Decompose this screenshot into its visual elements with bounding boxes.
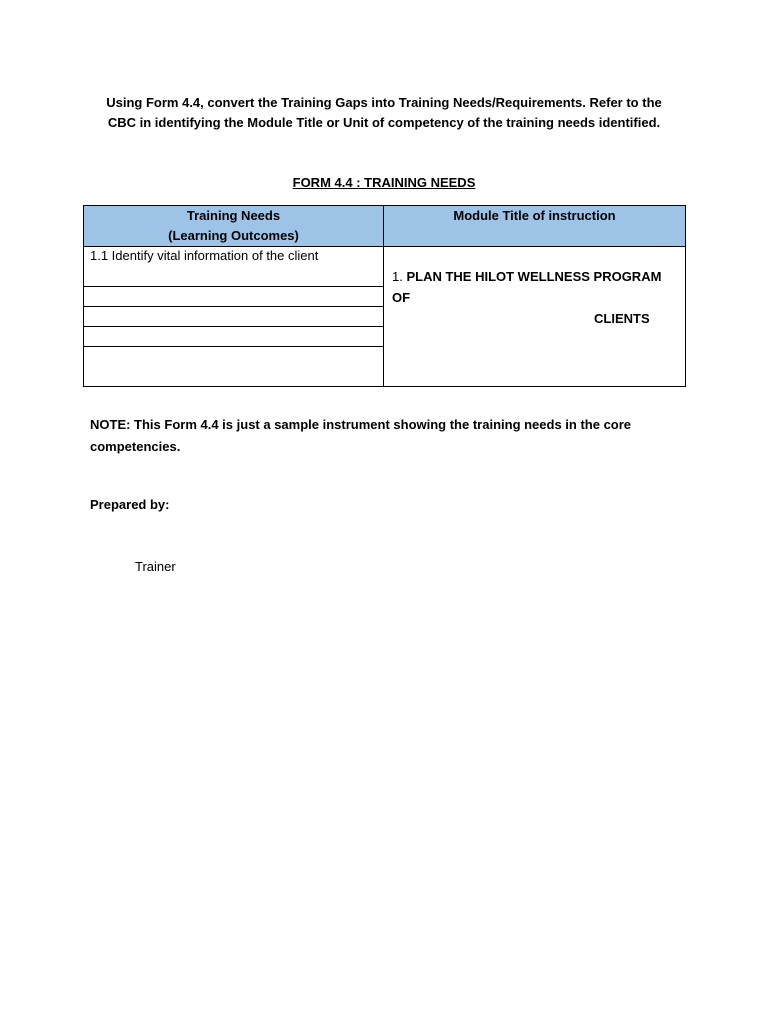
table-row <box>84 247 686 287</box>
training-need-cell <box>84 327 384 347</box>
training-needs-table <box>83 205 686 387</box>
instructions-text <box>84 93 684 133</box>
module-number: 1. <box>392 269 403 284</box>
prepared-by-label: Prepared by: <box>90 497 170 512</box>
form-title: FORM 4.4 : TRAINING NEEDS <box>292 175 476 190</box>
instructions-line-1: Using Form 4.4, convert the Training Gaps into Training Needs/Requirements. Refer to the <box>106 95 662 110</box>
note-line-1: NOTE: This Form 4.4 is just a sample instrument showing the training needs in the core <box>90 417 632 432</box>
training-need-cell <box>84 287 384 307</box>
training-need-text: 1.1 Identify vital information of the client <box>90 248 319 263</box>
header-training-needs-line-2: (Learning Outcomes) <box>168 228 299 243</box>
note-line-2: competencies. <box>90 439 181 454</box>
header-module-title: Module Title of instruction <box>384 206 686 247</box>
module-title-line-1: PLAN THE HILOT WELLNESS PROGRAM OF <box>392 269 662 305</box>
module-title <box>392 266 678 329</box>
table-header-row <box>84 206 686 247</box>
training-need-cell <box>84 247 384 287</box>
training-need-cell <box>84 347 384 387</box>
module-title-cell <box>384 247 686 387</box>
header-training-needs-line-1: Training Needs <box>186 208 281 223</box>
instructions-line-2: CBC in identifying the Module Title or Unit of competency of the training needs identified. <box>107 115 661 130</box>
note-text <box>90 414 680 458</box>
module-title-line-2: CLIENTS <box>594 311 650 326</box>
header-training-needs <box>84 206 384 247</box>
training-need-cell <box>84 307 384 327</box>
trainer-label: Trainer <box>135 559 176 574</box>
